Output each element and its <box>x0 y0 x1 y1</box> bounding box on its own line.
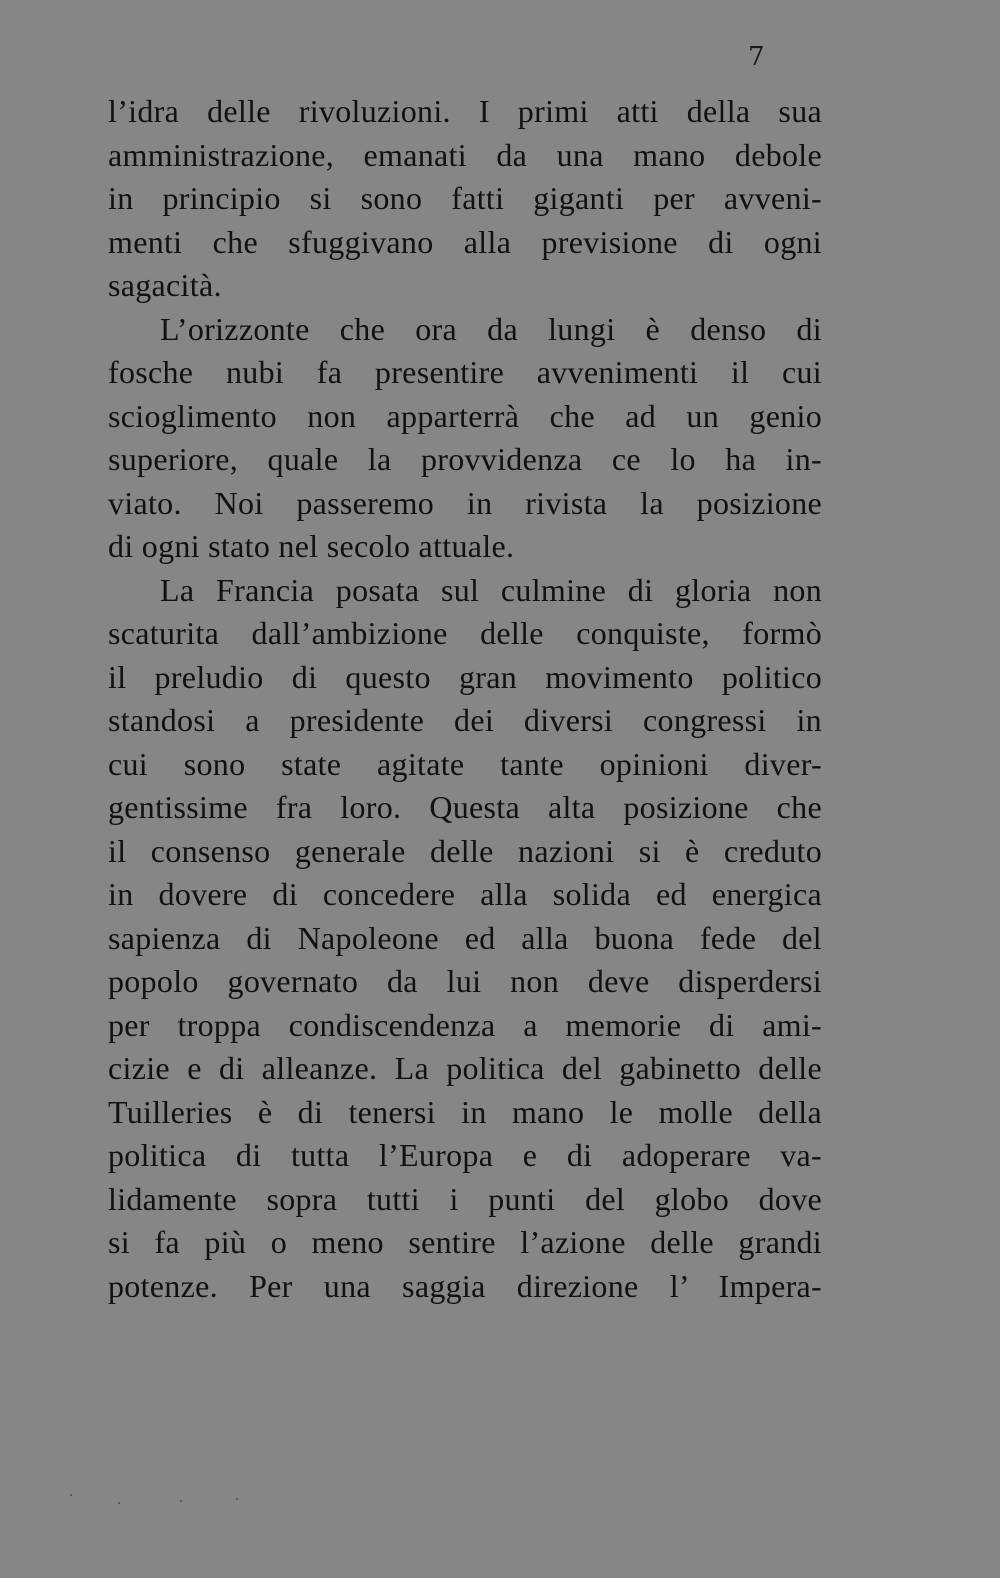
text-line: popolo governato da lui non deve disperdersi <box>108 963 822 999</box>
text-line: cui sono state agitate tante opinioni diver- <box>108 745 822 782</box>
scan-specks <box>60 1490 260 1510</box>
paragraph-start-line: L’orizzonte che ora da lungi è denso di <box>160 310 822 347</box>
text-line: in principio si sono fatti giganti per avveni- <box>108 180 822 216</box>
text-line: amministrazione, emanati da una mano debole <box>108 136 822 173</box>
text-line: menti che sfuggivano alla previsione di ogni <box>108 223 822 260</box>
text-line: il consenso generale delle nazioni si è creduto <box>108 832 822 869</box>
text-line: gentissime fra loro. Questa alta posizione che <box>108 789 822 825</box>
text-line: fosche nubi fa presentire avvenimenti il cui <box>108 354 822 390</box>
text-line: sapienza di Napoleone ed alla buona fede del <box>108 919 822 956</box>
text-line: cizie e di alleanze. La politica del gabinetto delle <box>108 1050 822 1086</box>
text-line: si fa più o meno sentire l’azione delle grandi <box>108 1224 822 1260</box>
text-line: di ogni stato nel secolo attuale. <box>108 528 515 564</box>
text-line: Tuilleries è di tenersi in mano le molle della <box>108 1093 822 1130</box>
scan-speck <box>118 1502 120 1504</box>
text-line: sagacità. <box>108 267 222 303</box>
scan-speck <box>70 1494 72 1496</box>
text-line: politica di tutta l’Europa e di adoperare va- <box>108 1137 822 1173</box>
text-line: potenze. Per una saggia direzione l’ Impera- <box>108 1267 822 1304</box>
text-line: l’idra delle rivoluzioni. I primi atti della sua <box>108 93 822 129</box>
text-line: scioglimento non apparterrà che ad un genio <box>108 397 822 434</box>
text-line: standosi a presidente dei diversi congressi in <box>108 702 822 738</box>
scan-speck <box>180 1500 182 1502</box>
text-line: lidamente sopra tutti i punti del globo dove <box>108 1180 822 1217</box>
scan-speck <box>236 1498 238 1500</box>
text-line: per troppa condiscendenza a memorie di ami- <box>108 1006 822 1043</box>
text-line: in dovere di concedere alla solida ed energica <box>108 876 822 912</box>
page-number: 7 <box>748 42 765 72</box>
body-text <box>108 90 822 1308</box>
paragraph-start-line: La Francia posata sul culmine di gloria non <box>160 571 822 608</box>
text-line: superiore, quale la provvidenza ce lo ha in- <box>108 441 822 477</box>
text-line: il preludio di questo gran movimento politico <box>108 658 822 695</box>
text-line: scaturita dall’ambizione delle conquiste, formò <box>108 615 822 651</box>
text-line: viato. Noi passeremo in rivista la posizione <box>108 484 822 521</box>
